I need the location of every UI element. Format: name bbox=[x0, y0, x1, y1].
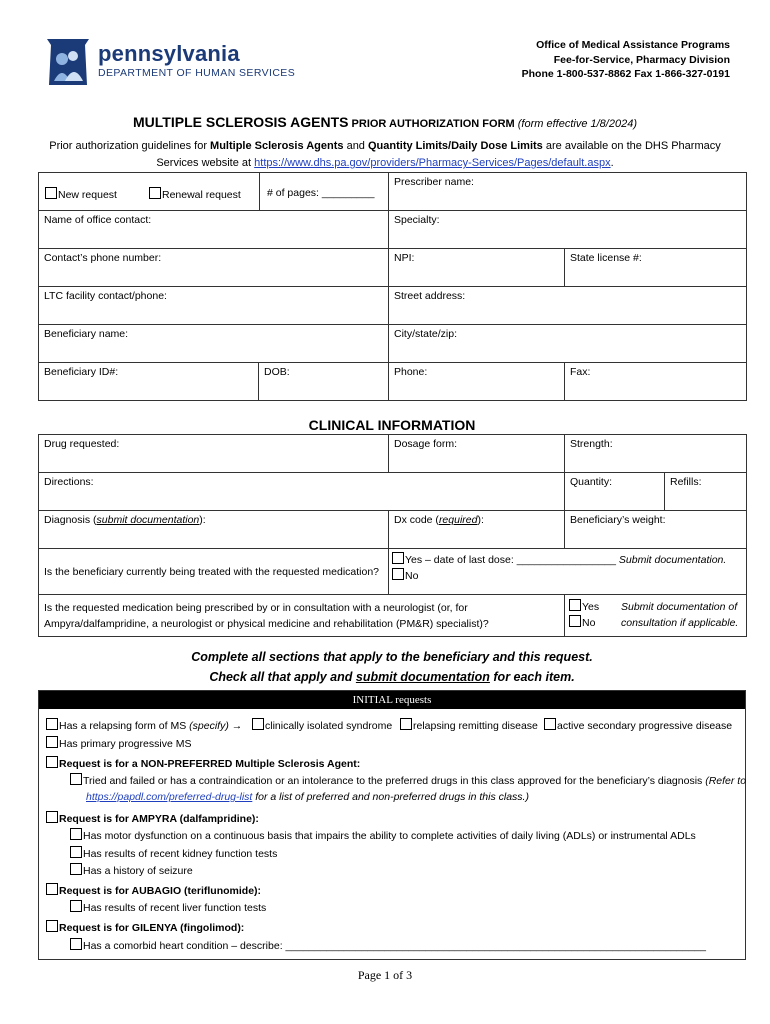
dx-label-b: required bbox=[438, 514, 478, 526]
pages-field[interactable]: # of pages: _________ bbox=[267, 187, 375, 199]
specify-label: (specify) → bbox=[189, 720, 243, 732]
weight-field[interactable] bbox=[565, 511, 747, 549]
instructions-line2b: submit documentation bbox=[355, 670, 490, 684]
title-sub: PRIOR AUTHORIZATION FORM bbox=[348, 118, 515, 130]
ampyra-criterion-3[interactable] bbox=[70, 863, 193, 877]
nonpreferred-checkbox[interactable] bbox=[46, 756, 58, 768]
neuro-no-label: No bbox=[582, 617, 596, 629]
nonpreferred-heading[interactable] bbox=[46, 756, 360, 770]
ampyra-criterion-1[interactable] bbox=[70, 828, 696, 842]
city-state-zip-label: City/state/zip: bbox=[394, 328, 458, 340]
gilenya-checkbox[interactable] bbox=[46, 920, 58, 932]
gilenya-criterion-1[interactable] bbox=[70, 938, 706, 952]
ampyra-criterion-1-checkbox[interactable] bbox=[70, 828, 82, 840]
npi-label: NPI: bbox=[394, 252, 415, 264]
aspm-option[interactable] bbox=[544, 718, 732, 732]
logo-department: DEPARTMENT OF HUMAN SERVICES bbox=[98, 67, 296, 79]
neuro-yes-label: Yes bbox=[582, 601, 600, 613]
consult-note-2: consultation if applicable. bbox=[621, 617, 739, 629]
cis-checkbox[interactable] bbox=[252, 718, 264, 730]
ppms-option[interactable] bbox=[46, 736, 191, 750]
renewal-request-option[interactable] bbox=[149, 187, 241, 201]
prescriber-beneficiary-table bbox=[38, 172, 747, 401]
refills-label: Refills: bbox=[670, 476, 702, 488]
relapsing-ms-checkbox[interactable] bbox=[46, 718, 58, 730]
aubagio-criterion-1[interactable] bbox=[70, 900, 266, 914]
refills-field[interactable] bbox=[665, 473, 747, 511]
gilenya-criterion-1-label: Has a comorbid heart condition – describe: ________________________________________________________________________ bbox=[83, 940, 706, 952]
office-contact-label: Name of office contact: bbox=[44, 214, 152, 226]
dob-field[interactable] bbox=[259, 363, 389, 401]
rrms-label: relapsing remitting disease bbox=[413, 720, 538, 732]
fax-label: Fax: bbox=[570, 366, 591, 378]
office-line1: Office of Medical Assistance Programs bbox=[536, 39, 730, 51]
rrms-checkbox[interactable] bbox=[400, 718, 412, 730]
ampyra-criterion-1-label: Has motor dysfunction on a continuous basis that impairs the ability to complete activities of daily living (ADLs) or instrumental ADLs bbox=[83, 830, 696, 842]
aubagio-criterion-1-checkbox[interactable] bbox=[70, 900, 82, 912]
clinical-table bbox=[38, 434, 747, 637]
ampyra-criterion-2-label: Has results of recent kidney function tests bbox=[83, 848, 278, 860]
nonpreferred-criterion-checkbox[interactable] bbox=[70, 773, 82, 785]
pdl-reference bbox=[86, 791, 529, 803]
prescriber-name-field[interactable] bbox=[389, 173, 747, 211]
aubagio-label: Request is for AUBAGIO (teriflunomide): bbox=[59, 885, 262, 897]
renewal-request-checkbox[interactable] bbox=[149, 187, 161, 199]
beneficiary-name-field[interactable] bbox=[39, 325, 389, 363]
neuro-yes-checkbox[interactable] bbox=[569, 599, 581, 611]
ampyra-criterion-3-label: Has a history of seizure bbox=[83, 865, 193, 877]
ampyra-checkbox[interactable] bbox=[46, 811, 58, 823]
submit-doc-note: Submit documentation. bbox=[618, 554, 727, 566]
neurologist-answers bbox=[565, 595, 747, 637]
ltc-contact-label: LTC facility contact/phone: bbox=[44, 290, 167, 302]
fax-field[interactable] bbox=[565, 363, 747, 401]
divider bbox=[259, 173, 260, 211]
weight-label: Beneficiary’s weight: bbox=[570, 514, 666, 526]
current-treatment-text: Is the beneficiary currently being treated with the requested medication? bbox=[44, 565, 380, 578]
logo-name: pennsylvania bbox=[98, 41, 240, 66]
intro-text bbox=[30, 138, 740, 172]
neuro-yes-option[interactable] bbox=[569, 599, 599, 615]
initial-requests-bar: INITIAL requests bbox=[39, 691, 745, 709]
neurologist-text-2: Ampyra/dalfampridine, a neurologist or physical medicine and rehabilitation (PM&R) specialist)? bbox=[44, 617, 489, 630]
diagnosis-label-c: ): bbox=[199, 514, 206, 526]
intro-part2: and bbox=[343, 140, 368, 152]
dx-code-field[interactable] bbox=[389, 511, 565, 549]
current-yes-option[interactable] bbox=[392, 552, 743, 568]
new-request-checkbox[interactable] bbox=[45, 187, 57, 199]
directions-label: Directions: bbox=[44, 476, 94, 488]
aubagio-heading[interactable] bbox=[46, 883, 261, 897]
title-main: MULTIPLE SCLEROSIS AGENTS bbox=[133, 114, 349, 130]
current-no-label: No bbox=[405, 570, 419, 582]
contact-phone-field[interactable] bbox=[39, 249, 389, 287]
phone-field[interactable] bbox=[389, 363, 565, 401]
nonpreferred-criterion[interactable] bbox=[70, 773, 746, 787]
instructions bbox=[0, 647, 770, 687]
quantity-label: Quantity: bbox=[570, 476, 613, 488]
relapsing-ms-option[interactable] bbox=[46, 718, 242, 732]
neuro-no-checkbox[interactable] bbox=[569, 615, 581, 627]
phone-label: Phone: bbox=[394, 366, 428, 378]
ampyra-heading[interactable] bbox=[46, 811, 259, 825]
current-no-option[interactable] bbox=[392, 568, 743, 584]
neuro-no-option[interactable] bbox=[569, 615, 595, 631]
aubagio-criterion-1-label: Has results of recent liver function tests bbox=[83, 902, 267, 914]
strength-field[interactable] bbox=[565, 435, 747, 473]
contact-phone-label: Contact’s phone number: bbox=[44, 252, 162, 264]
instructions-line2a: Check all that apply and bbox=[209, 670, 356, 684]
cis-label: clinically isolated syndrome bbox=[265, 720, 393, 732]
cis-option[interactable] bbox=[252, 718, 392, 732]
nonpreferred-criterion-label: Tried and failed or has a contraindication or an intolerance to the preferred drugs in this class approved for the beneficiary’s diagnosis bbox=[83, 775, 706, 787]
instructions-line2c: for each item. bbox=[489, 670, 575, 684]
current-treatment-question bbox=[39, 549, 389, 595]
gilenya-heading[interactable] bbox=[46, 920, 244, 934]
drug-requested-field[interactable] bbox=[39, 435, 389, 473]
page-number: Page 1 of 3 bbox=[357, 968, 413, 982]
clinical-heading: CLINICAL INFORMATION bbox=[308, 417, 476, 433]
gilenya-label: Request is for GILENYA (fingolimod): bbox=[59, 922, 245, 934]
current-yes-checkbox[interactable] bbox=[392, 552, 404, 564]
diagnosis-field[interactable] bbox=[39, 511, 389, 549]
renewal-request-label: Renewal request bbox=[162, 189, 241, 201]
directions-field[interactable] bbox=[39, 473, 565, 511]
strength-label: Strength: bbox=[570, 438, 613, 450]
current-treatment-answers bbox=[389, 549, 747, 595]
dosage-form-field[interactable] bbox=[389, 435, 565, 473]
ampyra-criterion-2[interactable] bbox=[70, 846, 277, 860]
npi-field[interactable] bbox=[389, 249, 565, 287]
refer-to-label: (Refer to bbox=[705, 775, 747, 787]
aubagio-checkbox[interactable] bbox=[46, 883, 58, 895]
state-license-label: State license #: bbox=[570, 252, 642, 264]
beneficiary-name-label: Beneficiary name: bbox=[44, 328, 129, 340]
drug-requested-label: Drug requested: bbox=[44, 438, 120, 450]
specialty-field[interactable] bbox=[389, 211, 747, 249]
rrms-option[interactable] bbox=[400, 718, 538, 732]
neurologist-question bbox=[39, 595, 565, 637]
office-line3: Phone 1-800-537-8862 Fax 1-866-327-0191 bbox=[521, 68, 730, 80]
intro-part4: Services website at bbox=[156, 157, 255, 169]
relapsing-ms-label: Has a relapsing form of MS bbox=[59, 720, 190, 732]
ltc-contact-field[interactable] bbox=[39, 287, 389, 325]
city-state-zip-field[interactable] bbox=[389, 325, 747, 363]
consult-note-1: Submit documentation of bbox=[621, 601, 738, 613]
ampyra-criterion-2-checkbox[interactable] bbox=[70, 846, 82, 858]
instructions-line2 bbox=[0, 667, 770, 687]
current-yes-label: Yes – date of last dose: _________________ bbox=[405, 554, 616, 566]
ppms-checkbox[interactable] bbox=[46, 736, 58, 748]
intro-bold1: Multiple Sclerosis Agents bbox=[210, 140, 344, 152]
ampyra-criterion-3-checkbox[interactable] bbox=[70, 863, 82, 875]
ampyra-label: Request is for AMPYRA (dalfampridine): bbox=[59, 813, 259, 825]
neurologist-text-1: Is the requested medication being prescribed by or in consultation with a neurologist (or, for bbox=[44, 601, 468, 614]
new-request-label: New request bbox=[58, 189, 117, 201]
beneficiary-id-label: Beneficiary ID#: bbox=[44, 366, 119, 378]
pdl-reference-text: for a list of preferred and non-preferred drugs in this class.) bbox=[252, 791, 529, 803]
new-request-option[interactable] bbox=[45, 187, 117, 201]
title-effective: (form effective 1/8/2024) bbox=[514, 118, 637, 130]
keystone-logo-icon bbox=[45, 37, 91, 87]
street-address-field[interactable] bbox=[389, 287, 747, 325]
diagnosis-label-a: Diagnosis ( bbox=[44, 514, 97, 526]
nonpreferred-label: Request is for a NON-PREFERRED Multiple Sclerosis Agent: bbox=[59, 758, 361, 770]
quantity-field[interactable] bbox=[565, 473, 665, 511]
ppms-label: Has primary progressive MS bbox=[59, 738, 192, 750]
office-contact-field[interactable] bbox=[39, 211, 389, 249]
form-title bbox=[0, 114, 770, 130]
instructions-line1: Complete all sections that apply to the beneficiary and this request. bbox=[191, 650, 593, 664]
dhs-pharmacy-link[interactable]: https://www.dhs.pa.gov/providers/Pharmacy-Services/Pages/default.aspx bbox=[254, 157, 611, 169]
office-line2: Fee-for-Service, Pharmacy Division bbox=[553, 53, 730, 66]
office-info bbox=[522, 38, 730, 82]
dob-label: DOB: bbox=[264, 366, 290, 378]
dx-label-c: ): bbox=[477, 514, 484, 526]
intro-bold2: Quantity Limits/Daily Dose Limits bbox=[367, 140, 543, 152]
specialty-label: Specialty: bbox=[394, 214, 440, 226]
current-no-checkbox[interactable] bbox=[392, 568, 404, 580]
dx-label-a: Dx code ( bbox=[394, 514, 439, 526]
intro-part3: are available on the DHS Pharmacy bbox=[542, 140, 721, 152]
diagnosis-label-b: submit documentation bbox=[96, 514, 200, 526]
dosage-form-label: Dosage form: bbox=[394, 438, 458, 450]
aspm-label: active secondary progressive disease bbox=[557, 720, 733, 732]
street-address-label: Street address: bbox=[394, 290, 466, 302]
gilenya-criterion-1-checkbox[interactable] bbox=[70, 938, 82, 950]
beneficiary-id-field[interactable] bbox=[39, 363, 259, 401]
request-type-cell bbox=[39, 173, 389, 211]
pdl-link[interactable]: https://papdl.com/preferred-drug-list bbox=[86, 791, 253, 803]
aspm-checkbox[interactable] bbox=[544, 718, 556, 730]
state-license-field[interactable] bbox=[565, 249, 747, 287]
intro-part1: Prior authorization guidelines for bbox=[49, 140, 211, 152]
intro-part5: . bbox=[610, 157, 614, 169]
prescriber-name-label: Prescriber name: bbox=[394, 176, 474, 188]
